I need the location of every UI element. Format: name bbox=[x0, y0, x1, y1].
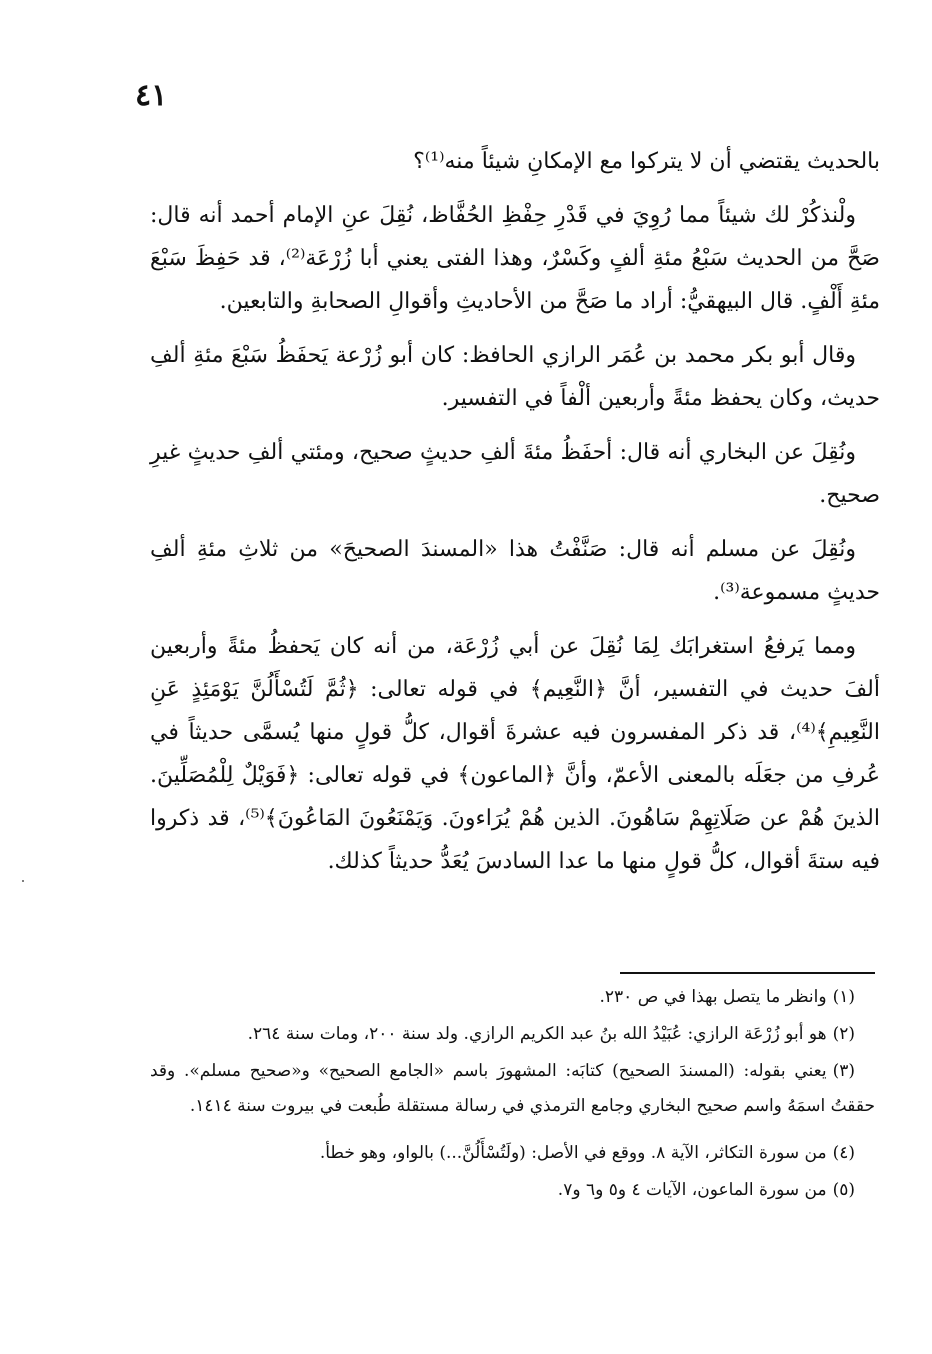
footnote-text: من سورة التكاثر، الآية ٨. ووقع في الأصل: (ولَتُسْأَلُنَّ...) بالواو، وهو خطأ. bbox=[319, 1143, 827, 1163]
footnote-text: هو أبو زُرْعَة الرازي: عُبَيْدُ الله بنُ عبد الكريم الرازي. ولد سنة ٢٠٠، ومات سنة ٢٦٤. bbox=[247, 1024, 827, 1044]
footnote-number: (٣) bbox=[832, 1061, 855, 1081]
paragraph-2: ولْنذكُرْ لك شيئاً مما رُوِيَ في قَدْرِ حِفْظِ الحُفَّاظ، نُقِلَ عنِ الإمام أحمد أنه قال: صَحَّ من الحديث سَبْعُ مئةِ ألفٍ وكَسْرٌ، وهذا الفتى يعني أبا زُرْعَة⁽²⁾، قد حَفِظَ سَبْعَ مئةِ أَلْفٍ. قال البيهقيُّ: أراد ما صَحَّ من الأحاديثِ وأقوالِ الصحابةِ والتابعين. bbox=[150, 203, 880, 314]
paragraph-1: بالحديث يقتضي أن لا يتركوا مع الإمكانِ شيئاً منه⁽¹⁾؟ bbox=[413, 149, 880, 174]
footnotes bbox=[150, 980, 875, 1210]
footnote-4 bbox=[150, 1136, 875, 1171]
scan-speck bbox=[22, 880, 24, 882]
footnote-1 bbox=[150, 980, 875, 1015]
footnote-3 bbox=[150, 1054, 875, 1124]
footnote-number: (٥) bbox=[832, 1180, 855, 1200]
main-text bbox=[150, 140, 880, 894]
footnote-text: يعني بقوله: (المسندَ الصحيح) كتابَه: المشهورَ باسم «الجامع الصحيح» و«صحيح مسلم». وقد حققتُ اسمَهُ واسم صحيح البخاري وجامع الترمذي في رسالة مستقلة طُبعت في بيروت سنة ١٤١٤. bbox=[150, 1061, 875, 1116]
footnote-text: من سورة الماعون، الآيات ٤ و٥ و٦ و٧. bbox=[557, 1180, 827, 1200]
page-number: ٤١ bbox=[135, 78, 168, 113]
footnote-separator bbox=[620, 972, 875, 974]
footnote-text: وانظر ما يتصل بهذا في ص ٢٣٠. bbox=[599, 987, 827, 1007]
paragraph-5: ونُقِلَ عن مسلم أنه قال: صَنَّفْتُ هذا «المسندَ الصحيحَ» من ثلاثِ مئةِ ألفِ حديثٍ مسموعة⁽³⁾. bbox=[150, 537, 880, 605]
footnote-number: (٤) bbox=[832, 1143, 855, 1163]
paragraph-3: وقال أبو بكر محمد بن عُمَر الرازي الحافظ: كان أبو زُرْعة يَحفَظُ سَبْعَ مئةِ ألفِ حديث، وكان يحفظ مئةً وأربعين ألْفاً في التفسير. bbox=[150, 343, 880, 411]
paragraph-6: ومما يَرفعُ استغرابَك لِمَا نُقِلَ عن أبي زُرْعَة، من أنه كان يَحفظُ مئةً وأربعين ألفَ حديث في التفسير، أنَّ ﴿النَّعِيم﴾ في قوله تعالى: ﴿ثُمَّ لَتُسْأَلُنَّ يَوْمَئِذٍ عَنِ النَّعِيمِ﴾⁽⁴⁾، قد ذكر المفسرون فيه عشرةَ أقوال، كلُّ قولٍ منها يُسمَّى حديثاً في عُرفِ من جعَلَه بالمعنى الأعمّ، وأنَّ ﴿الماعون﴾ في قوله تعالى: ﴿فَوَيْلٌ لِلْمُصَلِّينَ. الذينَ هُمْ عن صَلَاتِهِمْ سَاهُونَ. الذين هُمْ يُرَاءونَ. وَيَمْنَعُونَ المَاعُونَ﴾⁽⁵⁾، قد ذكروا فيه ستةَ أقوال، كلُّ قولٍ منها ما عدا السادسَ يُعَدُّ حديثاً كذلك. bbox=[150, 634, 880, 874]
footnote-number: (١) bbox=[832, 987, 855, 1007]
footnote-number: (٢) bbox=[832, 1024, 855, 1044]
footnote-5 bbox=[150, 1173, 875, 1208]
footnote-2 bbox=[150, 1017, 875, 1052]
paragraph-4: ونُقِلَ عن البخاري أنه قال: أحفَظُ مئةَ ألفِ حديثٍ صحيح، ومئتي ألفِ حديثٍ غيرِ صحيح. bbox=[150, 440, 880, 508]
